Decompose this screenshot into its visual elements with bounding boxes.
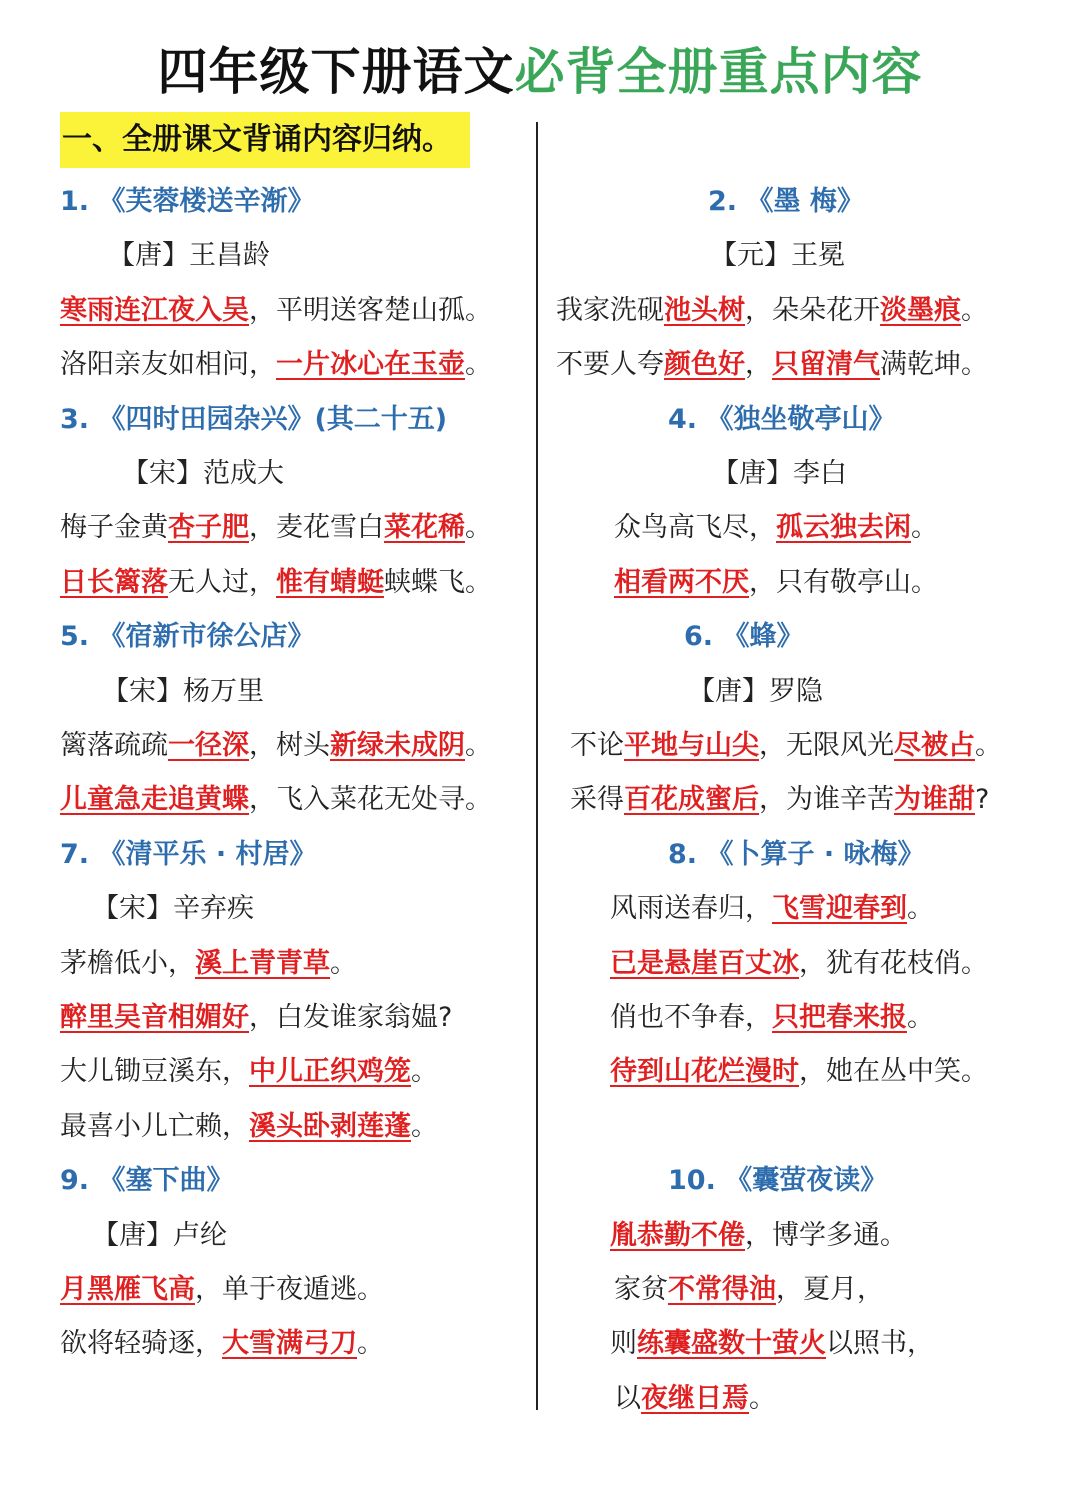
highlight-text: 胤恭勤不倦 [610, 1219, 745, 1251]
plain-text: 1. 《芙蓉楼送辛渐》 [60, 186, 315, 217]
highlight-text: 儿童急走追黄蝶 [60, 784, 249, 816]
plain-text: 7. 《清平乐 · 村居》 [60, 838, 317, 870]
highlight-text: 大雪满弓刀 [222, 1328, 357, 1360]
plain-text: ，只有敬亭山。 [749, 566, 938, 598]
poem-line [610, 889, 934, 929]
plain-text: 。 [411, 1110, 438, 1142]
plain-text: 【宋】辛弃疾 [92, 893, 254, 925]
plain-text: 不论 [570, 730, 624, 761]
plain-text: 蛱蝶飞。 [384, 566, 492, 598]
poem-line [60, 345, 492, 385]
poem-line [122, 454, 284, 494]
plain-text: ，犹有花枝俏。 [799, 947, 988, 979]
poem-line [712, 454, 847, 494]
plain-text: ? [975, 784, 990, 816]
title-part-black: 四年级下册语文 [157, 43, 515, 101]
plain-text: 6. 《蜂》 [684, 621, 804, 653]
highlight-text: 池头树 [664, 294, 745, 326]
highlight-text: 不常得油 [668, 1274, 776, 1305]
poem-line [556, 345, 988, 385]
plain-text: 3. 《四时田园杂兴》(其二十五) [60, 403, 448, 435]
plain-text: 【唐】卢纶 [92, 1219, 227, 1251]
highlight-text: 百花成蜜后 [624, 784, 759, 816]
plain-text: 篱落疏疏 [60, 730, 168, 761]
plain-text: ，她在丛中笑。 [799, 1056, 988, 1088]
plain-text: 不要人夸 [556, 349, 664, 381]
poem-line [60, 508, 492, 548]
highlight-text: 溪头卧剥莲蓬 [249, 1110, 411, 1142]
plain-text: 。 [357, 1328, 384, 1360]
highlight-text: 一径深 [168, 730, 249, 761]
poem-line [614, 1379, 776, 1419]
plain-text: ，平明送客楚山孤。 [249, 294, 492, 326]
plain-text: 。 [911, 512, 938, 544]
highlight-text: 溪上青青草 [195, 947, 330, 979]
highlight-text: 菜花稀 [384, 512, 465, 544]
plain-text: ，为谁辛苦 [759, 784, 894, 816]
plain-text: 【元】王冕 [710, 240, 845, 272]
plain-text: 。 [907, 893, 934, 925]
plain-text: 。 [907, 1002, 934, 1033]
highlight-text: 淡墨痕 [880, 294, 961, 326]
highlight-text: 飞雪迎春到 [772, 893, 907, 925]
plain-text: 。 [465, 349, 492, 381]
poem-line [570, 726, 1002, 766]
plain-text: 。 [330, 947, 357, 979]
highlight-text: 已是悬崖百丈冰 [610, 947, 799, 979]
plain-text: 风雨送春归， [610, 893, 772, 925]
plain-text: ，夏月， [776, 1274, 884, 1305]
poem-line [610, 1324, 934, 1364]
plain-text: ， [745, 349, 772, 381]
plain-text: 则 [610, 1328, 637, 1360]
plain-text: 【宋】范成大 [122, 458, 284, 489]
plain-text: 。 [411, 1056, 438, 1088]
highlight-text: 只把春来报 [772, 1002, 907, 1033]
poem-line [610, 1216, 907, 1256]
poem-line [60, 780, 492, 820]
highlight-text: 平地与山尖 [624, 730, 759, 761]
highlight-text: 夜继日焉 [641, 1382, 749, 1414]
highlight-text: 杏子肥 [168, 512, 249, 544]
poem-line [60, 726, 492, 766]
plain-text: 以 [614, 1382, 641, 1414]
title-part-green: 必背全册重点内容 [514, 43, 923, 101]
poem-title [668, 1161, 887, 1201]
plain-text: 满乾坤。 [880, 349, 988, 381]
plain-text: 【宋】杨万里 [102, 675, 264, 707]
poem-line [60, 1107, 438, 1147]
highlight-text: 待到山花烂漫时 [610, 1056, 799, 1088]
highlight-text: 一片冰心在玉壶 [276, 349, 465, 381]
poem-line [688, 672, 823, 712]
poem-line [60, 998, 452, 1038]
poem-title [60, 400, 447, 440]
poem-line [614, 1270, 884, 1310]
plain-text: ，朵朵花开 [745, 294, 880, 326]
poem-line [614, 508, 938, 548]
highlight-text: 醉里吴音相媚好 [60, 1002, 249, 1033]
poem-line [60, 1052, 438, 1092]
plain-text: 采得 [570, 784, 624, 816]
plain-text: 洛阳亲友如相问， [60, 349, 276, 381]
column-divider [536, 122, 538, 1410]
poem-line [108, 236, 270, 276]
poem-title [708, 182, 864, 222]
poem-line [556, 291, 988, 331]
plain-text: 【唐】罗隐 [688, 675, 823, 707]
plain-text: 大儿锄豆溪东， [60, 1056, 249, 1088]
plain-text: 梅子金黄 [60, 512, 168, 544]
poem-line [610, 1052, 988, 1092]
plain-text: 。 [749, 1382, 776, 1414]
poem-title [60, 835, 317, 875]
plain-text: ，飞入菜花无处寻。 [249, 784, 492, 816]
plain-text: 2. 《墨 梅》 [708, 186, 864, 217]
poem-line [570, 780, 989, 820]
highlight-text: 寒雨连江夜入吴 [60, 294, 249, 326]
plain-text: ，单于夜遁逃。 [195, 1274, 384, 1305]
plain-text: 。 [961, 294, 988, 326]
poem-title [60, 617, 314, 657]
plain-text: 。 [465, 730, 492, 761]
plain-text: 9. 《塞下曲》 [60, 1165, 234, 1197]
poem-line [60, 944, 357, 984]
plain-text: 。 [465, 512, 492, 544]
plain-text: 【唐】李白 [712, 458, 847, 489]
plain-text: ，树头 [249, 730, 330, 761]
plain-text: 10. 《囊萤夜读》 [668, 1165, 888, 1197]
poem-line [102, 672, 264, 712]
poem-title [684, 617, 803, 657]
plain-text: 茅檐低小， [60, 947, 195, 979]
poem-line [710, 236, 845, 276]
poem-line [610, 944, 988, 984]
poem-line [92, 1216, 227, 1256]
poem-title [668, 400, 895, 440]
plain-text: 。 [975, 730, 1002, 761]
highlight-text: 颜色好 [664, 349, 745, 381]
plain-text: 4. 《独坐敬亭山》 [668, 403, 896, 435]
plain-text: 家贫 [614, 1274, 668, 1305]
page-title [0, 42, 1080, 102]
highlight-text: 相看两不厌 [614, 566, 749, 598]
highlight-text: 为谁甜 [894, 784, 975, 816]
plain-text: 我家洗砚 [556, 294, 664, 326]
plain-text: ，博学多通。 [745, 1219, 907, 1251]
highlight-text: 只留清气 [772, 349, 880, 381]
highlight-text: 月黑雁飞高 [60, 1274, 195, 1305]
plain-text: 无人过， [168, 566, 276, 598]
poem-line [60, 1270, 384, 1310]
plain-text: 8. 《卜算子 · 咏梅》 [668, 838, 925, 870]
plain-text: 最喜小儿亡赖， [60, 1110, 249, 1142]
highlight-text: 练囊盛数十萤火 [637, 1328, 826, 1360]
poem-line [92, 889, 254, 929]
poem-line [614, 563, 938, 603]
highlight-text: 新绿未成阴 [330, 730, 465, 761]
highlight-text: 尽被占 [894, 730, 975, 761]
poem-title [60, 182, 314, 222]
poem-line [610, 998, 934, 1038]
plain-text: 众鸟高飞尽， [614, 512, 776, 544]
poem-line [60, 291, 492, 331]
plain-text: 【唐】王昌龄 [108, 240, 270, 272]
plain-text: 俏也不争春， [610, 1002, 772, 1033]
poem-title [668, 835, 925, 875]
highlight-text: 中儿正织鸡笼 [249, 1056, 411, 1088]
highlight-text: 孤云独去闲 [776, 512, 911, 544]
plain-text: ，无限风光 [759, 730, 894, 761]
plain-text: 以照书， [826, 1328, 934, 1360]
plain-text: ，白发谁家翁媪? [249, 1002, 453, 1033]
highlight-text: 日长篱落 [60, 566, 168, 598]
poem-title [60, 1161, 233, 1201]
poem-line [60, 1324, 384, 1364]
highlight-text: 惟有蜻蜓 [276, 566, 384, 598]
plain-text: 5. 《宿新市徐公店》 [60, 621, 315, 653]
poem-line [60, 563, 492, 603]
plain-text: ，麦花雪白 [249, 512, 384, 544]
section-heading: 一、全册课文背诵内容归纳。 [60, 112, 470, 168]
plain-text: 欲将轻骑逐， [60, 1328, 222, 1360]
